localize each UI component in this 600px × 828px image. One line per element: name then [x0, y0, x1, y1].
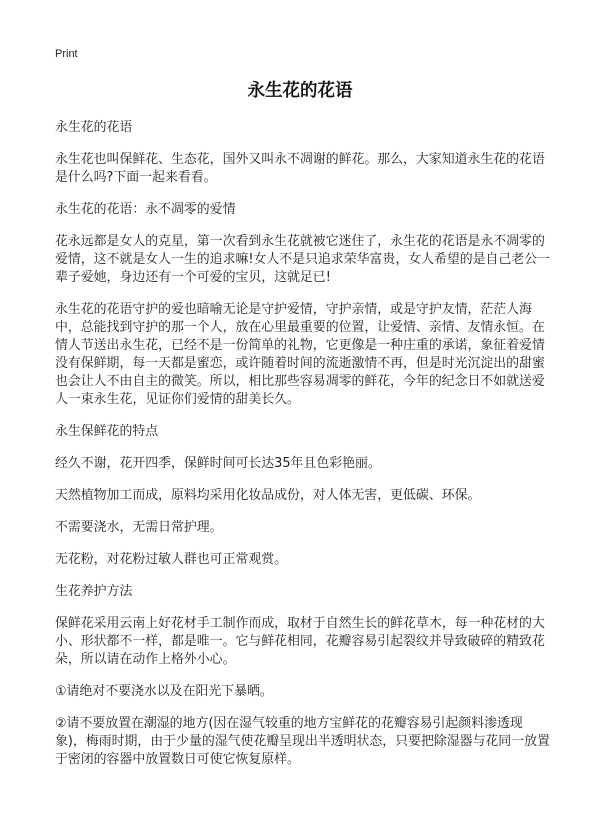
section-heading: 永生保鲜花的特点 [55, 424, 159, 439]
section-heading: 生花养护方法 [55, 584, 133, 599]
paragraph: 花永远都是女人的克星，第一次看到永生花就被它迷住了，永生花的花语是永不凋零的爱情，这不就是女人一生的追求嘛!女人不是只追求荣华富贵，女人希望的是自己老公一辈子爱她，身边还有一个可爱的宝贝，这就足已! [55, 234, 551, 285]
paragraph: 经久不谢，花开四季，保鲜时间可长达35年且色彩艳丽。 [55, 456, 381, 471]
paragraph: 无花粉，对花粉过敏人群也可正常观赏。 [55, 552, 288, 567]
section-heading: 永生花的花语：永不凋零的爱情 [55, 202, 236, 217]
paragraph: 天然植物加工而成，原料均采用化妆品成份，对人体无害，更低碳、环保。 [55, 488, 481, 503]
print-link[interactable]: Print [55, 48, 78, 60]
paragraph: ②请不要放置在潮湿的地方(因在湿气较重的地方宝鲜花的花瓣容易引起颜料渗透现象)，梅雨时期，由于少量的湿气使花瓣呈现出半透明状态，只要把除湿器与花同一放置于密闭的容器中放置数日可使它恢复原样。 [55, 716, 550, 767]
section-heading: 永生花的花语 [55, 120, 133, 135]
paragraph: 永生花的花语守护的爱也暗喻无论是守护爱情，守护亲情，或是守护友情，茫茫人海中，总能找到守护的那一个人，放在心里最重要的位置，让爱情、亲情、友情永恒。在情人节送出永生花，已经不是一份简单的礼物，它更像是一种庄重的承诺，象征着爱情没有保鲜期，每一天都是蜜恋，或许随着时间的流逝激情不再，但是时光沉淀出的甜蜜也会让人不由自主的微笑。所以，相比那些容易凋零的鲜花，今年的纪念日不如就送爱人一束永生花，见证你们爱情的甜美长久。 [55, 302, 545, 407]
article-body [55, 119, 552, 783]
paragraph: 保鲜花采用云南上好花材手工制作而成，取材于自然生长的鲜花草木，每一种花材的大小、形状都不一样，都是唯一。它与鲜花相同，花瓣容易引起裂纹并导致破碎的精致花朵，所以请在动作上格外小心。 [55, 616, 545, 667]
paragraph: 不需要浇水，无需日常护理。 [55, 520, 223, 535]
article-title: 永生花的花语 [247, 81, 353, 101]
paragraph: ①请绝对不要浇水以及在阳光下暴晒。 [55, 684, 273, 699]
paragraph: 永生花也叫保鲜花、生态花，国外又叫永不凋谢的鲜花。那么，大家知道永生花的花语是什么吗?下面一起来看看。 [55, 152, 545, 185]
